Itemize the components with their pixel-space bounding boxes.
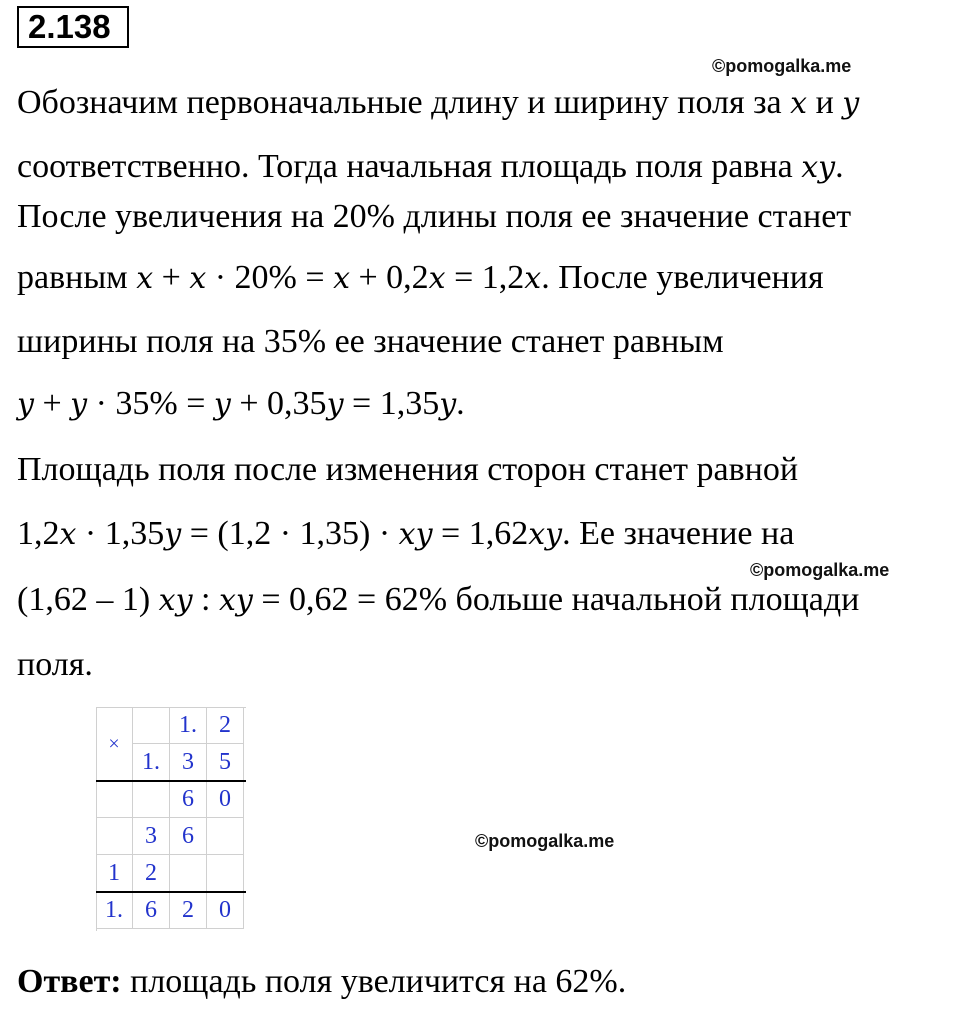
text-line-6: y + y · 35% = y + 0,35y = 1,35y. <box>17 385 465 422</box>
text-line-3: После увеличения на 20% длины поля ее значение станет <box>17 198 852 235</box>
answer-text: площадь поля увеличится на 62%. <box>121 963 627 1000</box>
grid-cell: 1. <box>170 707 207 744</box>
grid-cell <box>96 818 133 855</box>
watermark: ©pomogalka.me <box>750 560 890 580</box>
text-line-1: Обозначим первоначальные длину и ширину поля за x и y <box>17 84 860 121</box>
problem-number: 2.138 <box>17 6 129 48</box>
grid-cell: 5 <box>207 744 244 781</box>
sum-rule-line <box>96 891 246 893</box>
grid-cell: 6 <box>170 781 207 818</box>
grid-cell: 2 <box>207 707 244 744</box>
text-line-2: соответственно. Тогда начальная площадь поля равна xy. <box>17 148 844 185</box>
multiply-sign: × <box>96 707 133 781</box>
grid-cell: 6 <box>133 892 170 929</box>
grid-cell: 0 <box>207 781 244 818</box>
answer-label: Ответ: <box>17 963 122 1000</box>
text-line-4: равным x + x · 20% = x + 0,2x = 1,2x. После увеличения <box>17 259 824 296</box>
text-line-7: Площадь поля после изменения сторон станет равной <box>17 451 799 488</box>
grid-cell: 3 <box>170 744 207 781</box>
grid-cell: 0 <box>207 892 244 929</box>
grid-cell: 2 <box>133 855 170 892</box>
grid-cell <box>133 781 170 818</box>
grid-cell: 6 <box>170 818 207 855</box>
text-line-10: поля. <box>17 646 93 683</box>
answer <box>17 962 626 1002</box>
grid-cell <box>170 855 207 892</box>
text-line-9: (1,62 – 1) xy : xy = 0,62 = 62% больше начальной площади <box>17 581 860 618</box>
grid-cell <box>207 855 244 892</box>
grid-cell: 1 <box>96 855 133 892</box>
grid-cell <box>133 707 170 744</box>
grid-cell: 2 <box>170 892 207 929</box>
grid-cell: 1. <box>133 744 170 781</box>
grid-cell: 3 <box>133 818 170 855</box>
text-line-5: ширины поля на 35% ее значение станет равным <box>17 323 724 360</box>
text-line-8: 1,2x · 1,35y = (1,2 · 1,35) · xy = 1,62xy. Ее значение на <box>17 515 795 552</box>
watermark: ©pomogalka.me <box>475 831 615 851</box>
grid-cell <box>96 781 133 818</box>
watermark: ©pomogalka.me <box>712 56 852 76</box>
grid-cell <box>207 818 244 855</box>
grid-cell: 1. <box>96 892 133 929</box>
product-rule-line <box>96 780 246 782</box>
